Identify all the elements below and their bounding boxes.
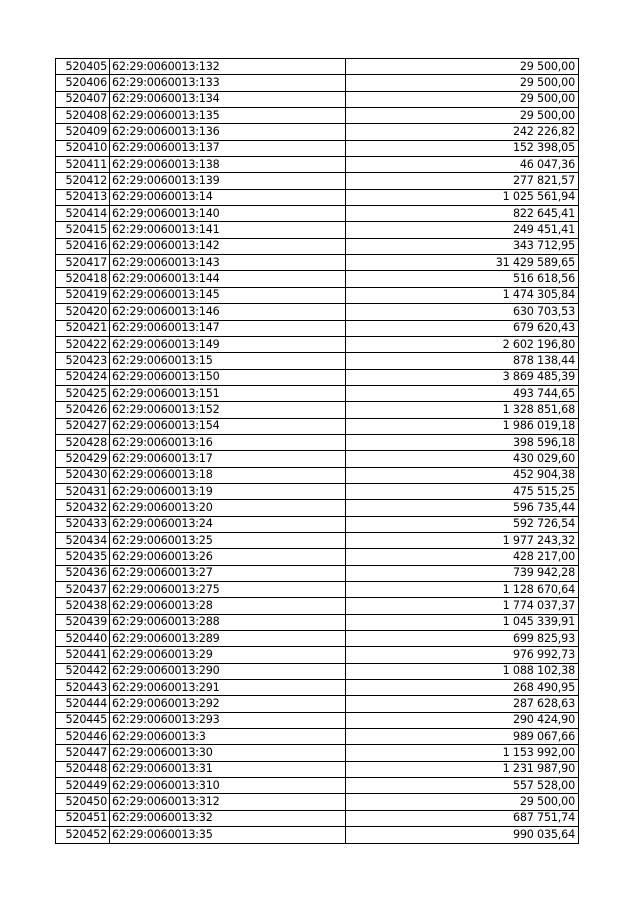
table-row [56, 320, 579, 336]
cadastral-number-cell: 62:29:0060013:136 [110, 124, 346, 140]
row-number-cell: 520418 [56, 271, 110, 287]
row-number-cell: 520411 [56, 157, 110, 173]
row-number-cell: 520442 [56, 663, 110, 679]
value-cell: 31 429 589,65 [346, 255, 579, 271]
row-number-cell: 520420 [56, 304, 110, 320]
row-number-cell: 520426 [56, 402, 110, 418]
row-number-cell: 520424 [56, 369, 110, 385]
value-cell: 493 744,65 [346, 385, 579, 401]
cadastral-number-cell: 62:29:0060013:144 [110, 271, 346, 287]
value-cell: 290 424,90 [346, 712, 579, 728]
row-number-cell: 520412 [56, 173, 110, 189]
value-cell: 475 515,25 [346, 483, 579, 499]
value-cell: 29 500,00 [346, 794, 579, 810]
value-cell: 29 500,00 [346, 59, 579, 75]
cadastral-number-cell: 62:29:0060013:147 [110, 320, 346, 336]
row-number-cell: 520407 [56, 91, 110, 107]
cadastral-number-cell: 62:29:0060013:29 [110, 647, 346, 663]
row-number-cell: 520439 [56, 614, 110, 630]
value-cell: 1 128 670,64 [346, 582, 579, 598]
table-row [56, 483, 579, 499]
cadastral-number-cell: 62:29:0060013:18 [110, 467, 346, 483]
row-number-cell: 520422 [56, 336, 110, 352]
cadastral-number-cell: 62:29:0060013:26 [110, 549, 346, 565]
row-number-cell: 520451 [56, 810, 110, 826]
table-row [56, 712, 579, 728]
row-number-cell: 520447 [56, 745, 110, 761]
table-row [56, 647, 579, 663]
row-number-cell: 520438 [56, 598, 110, 614]
row-number-cell: 520430 [56, 467, 110, 483]
row-number-cell: 520449 [56, 778, 110, 794]
table-row [56, 124, 579, 140]
table-row [56, 255, 579, 271]
row-number-cell: 520431 [56, 483, 110, 499]
value-cell: 1 474 305,84 [346, 287, 579, 303]
cadastral-number-cell: 62:29:0060013:134 [110, 91, 346, 107]
cadastral-number-cell: 62:29:0060013:290 [110, 663, 346, 679]
row-number-cell: 520436 [56, 565, 110, 581]
table-row [56, 827, 579, 843]
table-row [56, 385, 579, 401]
value-cell: 249 451,41 [346, 222, 579, 238]
table-row [56, 157, 579, 173]
table-row [56, 59, 579, 75]
row-number-cell: 520428 [56, 434, 110, 450]
value-cell: 1 025 561,94 [346, 189, 579, 205]
value-cell: 1 986 019,18 [346, 418, 579, 434]
cadastral-number-cell: 62:29:0060013:30 [110, 745, 346, 761]
table-row [56, 287, 579, 303]
cadastral-number-cell: 62:29:0060013:31 [110, 761, 346, 777]
row-number-cell: 520416 [56, 238, 110, 254]
value-cell: 452 904,38 [346, 467, 579, 483]
row-number-cell: 520448 [56, 761, 110, 777]
table-row [56, 745, 579, 761]
value-cell: 398 596,18 [346, 434, 579, 450]
table-row [56, 206, 579, 222]
table-row [56, 108, 579, 124]
cadastral-number-cell: 62:29:0060013:16 [110, 434, 346, 450]
value-cell: 878 138,44 [346, 353, 579, 369]
value-cell: 29 500,00 [346, 108, 579, 124]
value-cell: 822 645,41 [346, 206, 579, 222]
value-cell: 516 618,56 [346, 271, 579, 287]
cadastral-number-cell: 62:29:0060013:141 [110, 222, 346, 238]
cadastral-number-cell: 62:29:0060013:139 [110, 173, 346, 189]
value-cell: 1 153 992,00 [346, 745, 579, 761]
table-row [56, 140, 579, 156]
row-number-cell: 520410 [56, 140, 110, 156]
row-number-cell: 520425 [56, 385, 110, 401]
row-number-cell: 520435 [56, 549, 110, 565]
row-number-cell: 520441 [56, 647, 110, 663]
table-row [56, 336, 579, 352]
table-row [56, 761, 579, 777]
value-cell: 29 500,00 [346, 91, 579, 107]
value-cell: 3 869 485,39 [346, 369, 579, 385]
cadastral-number-cell: 62:29:0060013:20 [110, 500, 346, 516]
row-number-cell: 520434 [56, 532, 110, 548]
cadastral-number-cell: 62:29:0060013:25 [110, 532, 346, 548]
table-row [56, 467, 579, 483]
row-number-cell: 520445 [56, 712, 110, 728]
cadastral-number-cell: 62:29:0060013:35 [110, 827, 346, 843]
cadastral-number-cell: 62:29:0060013:137 [110, 140, 346, 156]
value-cell: 699 825,93 [346, 631, 579, 647]
value-cell: 287 628,63 [346, 696, 579, 712]
value-cell: 2 602 196,80 [346, 336, 579, 352]
cadastral-number-cell: 62:29:0060013:19 [110, 483, 346, 499]
cadastral-number-cell: 62:29:0060013:150 [110, 369, 346, 385]
cadastral-number-cell: 62:29:0060013:140 [110, 206, 346, 222]
table-row [56, 434, 579, 450]
value-cell: 596 735,44 [346, 500, 579, 516]
row-number-cell: 520406 [56, 75, 110, 91]
table-row [56, 500, 579, 516]
cadastral-number-cell: 62:29:0060013:32 [110, 810, 346, 826]
table-row [56, 418, 579, 434]
value-cell: 679 620,43 [346, 320, 579, 336]
cadastral-value-table [55, 58, 579, 844]
table-row [56, 75, 579, 91]
table-row [56, 729, 579, 745]
row-number-cell: 520429 [56, 451, 110, 467]
row-number-cell: 520440 [56, 631, 110, 647]
table-row [56, 794, 579, 810]
value-cell: 152 398,05 [346, 140, 579, 156]
table-row [56, 353, 579, 369]
value-cell: 989 067,66 [346, 729, 579, 745]
value-cell: 976 992,73 [346, 647, 579, 663]
table-row [56, 680, 579, 696]
table-row [56, 402, 579, 418]
table-row [56, 304, 579, 320]
cadastral-number-cell: 62:29:0060013:145 [110, 287, 346, 303]
value-cell: 1 045 339,91 [346, 614, 579, 630]
row-number-cell: 520427 [56, 418, 110, 434]
cadastral-number-cell: 62:29:0060013:275 [110, 582, 346, 598]
value-cell: 268 490,95 [346, 680, 579, 696]
table-body [56, 59, 579, 844]
cadastral-number-cell: 62:29:0060013:312 [110, 794, 346, 810]
cadastral-number-cell: 62:29:0060013:24 [110, 516, 346, 532]
value-cell: 1 774 037,37 [346, 598, 579, 614]
cadastral-number-cell: 62:29:0060013:146 [110, 304, 346, 320]
table-row [56, 549, 579, 565]
row-number-cell: 520414 [56, 206, 110, 222]
row-number-cell: 520450 [56, 794, 110, 810]
table-row [56, 582, 579, 598]
table-row [56, 598, 579, 614]
row-number-cell: 520405 [56, 59, 110, 75]
value-cell: 630 703,53 [346, 304, 579, 320]
cadastral-number-cell: 62:29:0060013:132 [110, 59, 346, 75]
table-row [56, 451, 579, 467]
cadastral-number-cell: 62:29:0060013:17 [110, 451, 346, 467]
cadastral-number-cell: 62:29:0060013:138 [110, 157, 346, 173]
row-number-cell: 520433 [56, 516, 110, 532]
value-cell: 343 712,95 [346, 238, 579, 254]
table-row [56, 189, 579, 205]
cadastral-number-cell: 62:29:0060013:152 [110, 402, 346, 418]
cadastral-number-cell: 62:29:0060013:142 [110, 238, 346, 254]
cadastral-number-cell: 62:29:0060013:28 [110, 598, 346, 614]
cadastral-number-cell: 62:29:0060013:310 [110, 778, 346, 794]
cadastral-number-cell: 62:29:0060013:291 [110, 680, 346, 696]
row-number-cell: 520452 [56, 827, 110, 843]
value-cell: 1 328 851,68 [346, 402, 579, 418]
row-number-cell: 520444 [56, 696, 110, 712]
table-row [56, 271, 579, 287]
cadastral-number-cell: 62:29:0060013:292 [110, 696, 346, 712]
cadastral-number-cell: 62:29:0060013:151 [110, 385, 346, 401]
cadastral-number-cell: 62:29:0060013:289 [110, 631, 346, 647]
table-row [56, 369, 579, 385]
value-cell: 739 942,28 [346, 565, 579, 581]
value-cell: 557 528,00 [346, 778, 579, 794]
cadastral-number-cell: 62:29:0060013:143 [110, 255, 346, 271]
cadastral-number-cell: 62:29:0060013:149 [110, 336, 346, 352]
table-row [56, 173, 579, 189]
row-number-cell: 520437 [56, 582, 110, 598]
value-cell: 687 751,74 [346, 810, 579, 826]
value-cell: 1 088 102,38 [346, 663, 579, 679]
value-cell: 242 226,82 [346, 124, 579, 140]
cadastral-number-cell: 62:29:0060013:293 [110, 712, 346, 728]
value-cell: 428 217,00 [346, 549, 579, 565]
value-cell: 592 726,54 [346, 516, 579, 532]
table-row [56, 663, 579, 679]
cadastral-number-cell: 62:29:0060013:288 [110, 614, 346, 630]
value-cell: 29 500,00 [346, 75, 579, 91]
table-row [56, 696, 579, 712]
table-row [56, 778, 579, 794]
table-row [56, 532, 579, 548]
value-cell: 990 035,64 [346, 827, 579, 843]
row-number-cell: 520432 [56, 500, 110, 516]
row-number-cell: 520409 [56, 124, 110, 140]
row-number-cell: 520446 [56, 729, 110, 745]
value-cell: 1 977 243,32 [346, 532, 579, 548]
row-number-cell: 520423 [56, 353, 110, 369]
value-cell: 1 231 987,90 [346, 761, 579, 777]
table-row [56, 516, 579, 532]
row-number-cell: 520419 [56, 287, 110, 303]
table-row [56, 614, 579, 630]
cadastral-number-cell: 62:29:0060013:3 [110, 729, 346, 745]
value-cell: 430 029,60 [346, 451, 579, 467]
row-number-cell: 520421 [56, 320, 110, 336]
table-row [56, 222, 579, 238]
cadastral-number-cell: 62:29:0060013:135 [110, 108, 346, 124]
cadastral-number-cell: 62:29:0060013:27 [110, 565, 346, 581]
row-number-cell: 520415 [56, 222, 110, 238]
cadastral-number-cell: 62:29:0060013:14 [110, 189, 346, 205]
table-row [56, 565, 579, 581]
row-number-cell: 520417 [56, 255, 110, 271]
row-number-cell: 520413 [56, 189, 110, 205]
value-cell: 46 047,36 [346, 157, 579, 173]
table-row [56, 91, 579, 107]
table-row [56, 810, 579, 826]
row-number-cell: 520443 [56, 680, 110, 696]
table-row [56, 631, 579, 647]
cadastral-number-cell: 62:29:0060013:154 [110, 418, 346, 434]
cadastral-number-cell: 62:29:0060013:15 [110, 353, 346, 369]
cadastral-number-cell: 62:29:0060013:133 [110, 75, 346, 91]
row-number-cell: 520408 [56, 108, 110, 124]
value-cell: 277 821,57 [346, 173, 579, 189]
table-row [56, 238, 579, 254]
